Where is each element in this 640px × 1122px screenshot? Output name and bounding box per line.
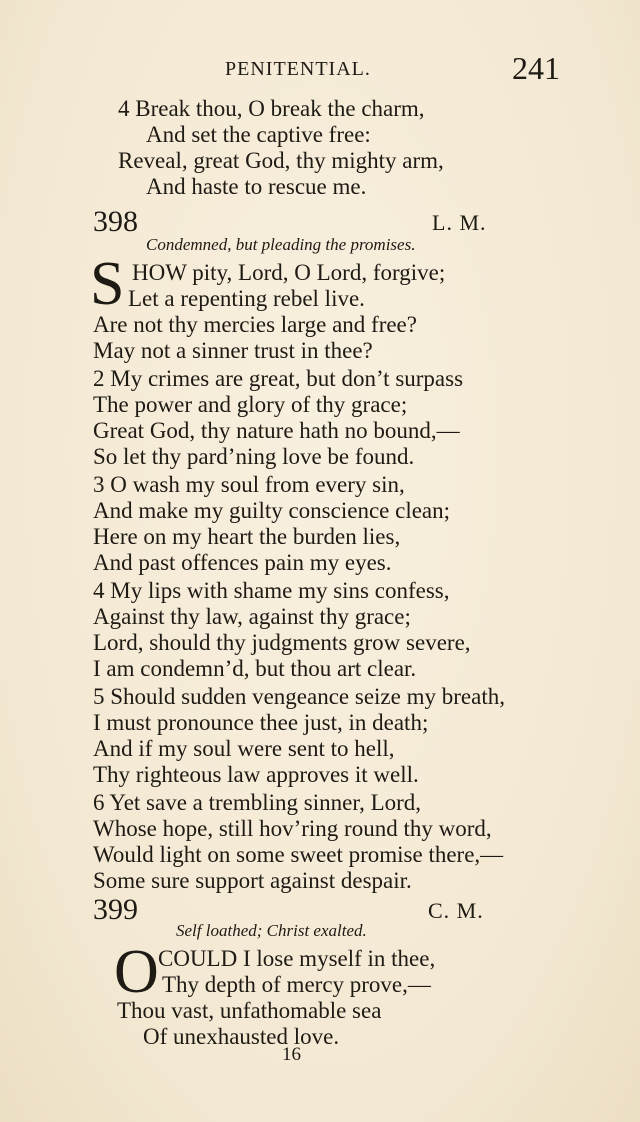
- verse-line: And haste to rescue me.: [146, 174, 367, 199]
- verse-line: Would light on some sweet promise there,—: [93, 842, 504, 867]
- verse-line: 5 Should sudden vengeance seize my breath,: [93, 684, 505, 709]
- verse-line: So let thy pard’ning love be found.: [93, 444, 415, 469]
- verse-line: Of unexhausted love.: [143, 1024, 340, 1049]
- verse-line: 4 My lips with shame my sins confess,: [93, 578, 450, 603]
- verse-line: Great God, thy nature hath no bound,—: [93, 418, 460, 443]
- verse-line: HOW pity, Lord, O Lord, forgive;: [132, 260, 446, 285]
- verse-line: 6 Yet save a trembling sinner, Lord,: [93, 790, 422, 815]
- hymn-meter: C. M.: [428, 898, 484, 923]
- signature-mark: 16: [282, 1044, 301, 1065]
- verse-line: Are not thy mercies large and free?: [93, 312, 417, 337]
- verse-line: I am condemn’d, but thou art clear.: [93, 656, 417, 681]
- verse-line: And if my soul were sent to hell,: [93, 736, 395, 761]
- hymn-number: 399: [93, 893, 138, 926]
- hymn-number: 398: [93, 205, 138, 238]
- verse-line: Thou vast, unfathomable sea: [117, 998, 382, 1023]
- verse-line: Let a repenting rebel live.: [128, 286, 365, 311]
- verse-line: Whose hope, still hov’ring round thy word,: [93, 816, 492, 841]
- verse-line: Lord, should thy judgments grow severe,: [93, 630, 471, 655]
- verse-line: Some sure support against despair.: [93, 868, 412, 893]
- hymn-subtitle: Self loathed; Christ exalted.: [176, 921, 367, 940]
- page-number: 241: [512, 50, 560, 86]
- drop-cap: S: [90, 250, 125, 318]
- hymn-meter: L. M.: [432, 210, 487, 235]
- verse-line: 2 My crimes are great, but don’t surpass: [93, 366, 464, 391]
- verse-line: And past offences pain my eyes.: [93, 550, 392, 575]
- verse-line: COULD I lose myself in thee,: [158, 946, 436, 971]
- verse-line: 4 Break thou, O break the charm,: [118, 96, 425, 121]
- running-title: PENITENTIAL.: [225, 58, 371, 80]
- verse-line: The power and glory of thy grace;: [93, 392, 408, 417]
- verse-line: And set the captive free:: [146, 122, 371, 147]
- verse-line: Against thy law, against thy grace;: [93, 604, 411, 629]
- hymn-subtitle: Condemned, but pleading the promises.: [146, 235, 416, 254]
- verse-line: Thy righteous law approves it well.: [93, 762, 419, 787]
- running-head: [0, 50, 640, 88]
- verse-line: 3 O wash my soul from every sin,: [93, 472, 405, 497]
- verse-line: Thy depth of mercy prove,—: [162, 972, 431, 997]
- verse-line: Here on my heart the burden lies,: [93, 524, 401, 549]
- drop-cap: O: [114, 938, 159, 1006]
- verse-line: And make my guilty conscience clean;: [93, 498, 451, 523]
- verse-line: May not a sinner trust in thee?: [93, 338, 373, 363]
- verse-line: Reveal, great God, thy mighty arm,: [118, 148, 444, 173]
- verse-line: I must pronounce thee just, in death;: [93, 710, 429, 735]
